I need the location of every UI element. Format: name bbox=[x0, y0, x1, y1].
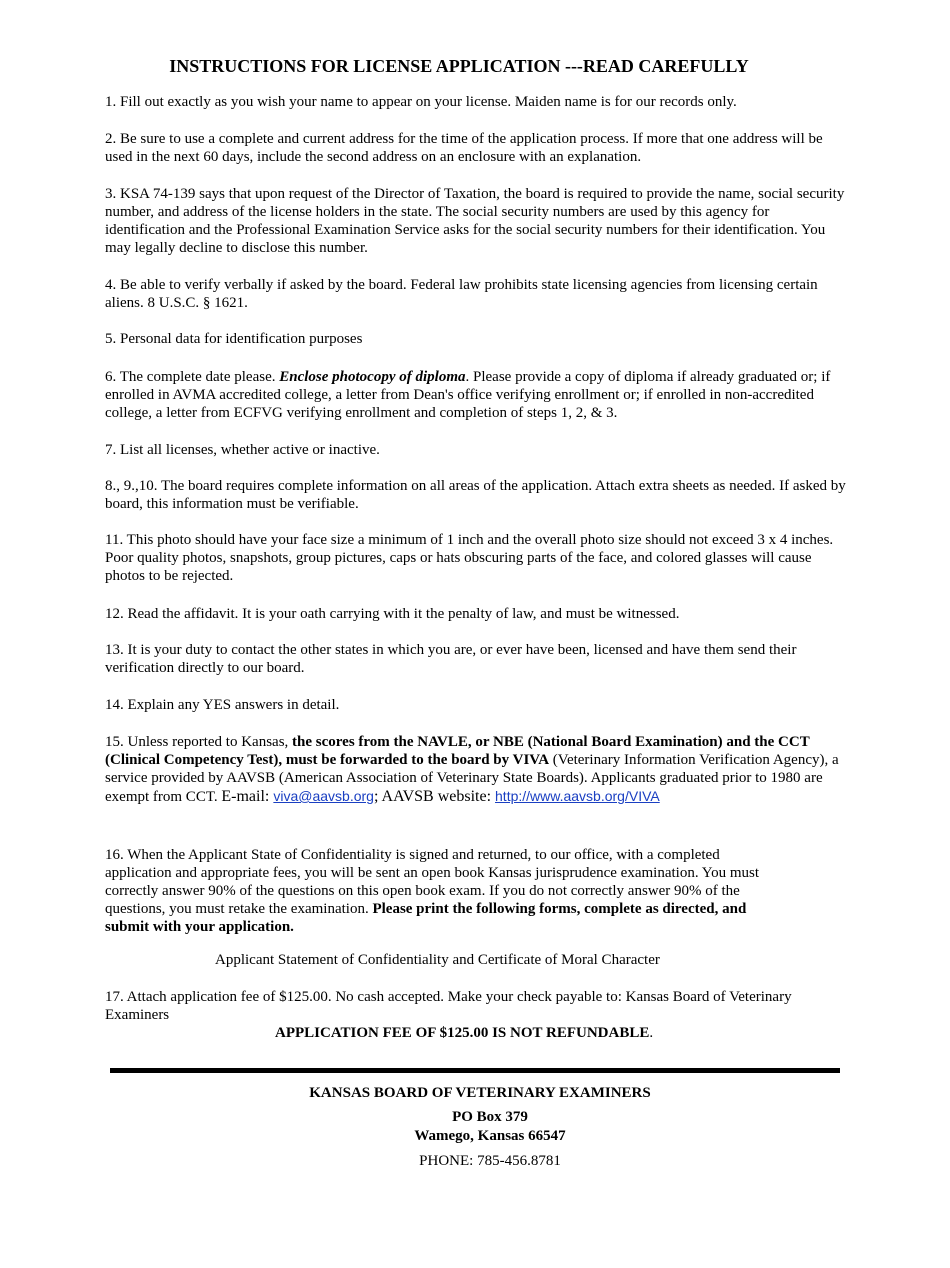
page-title: INSTRUCTIONS FOR LICENSE APPLICATION ---READ CAREFULLY bbox=[169, 56, 749, 76]
instruction-15 bbox=[105, 733, 850, 806]
instruction-6 bbox=[105, 368, 850, 422]
instruction-16-body: 16. When the Applicant State of Confidentiality is signed and returned, to our office, with a completed application and appropriate fees, you will be sent an open book Kansas jurisprudence examination. You must correctly answer 90% of the questions on this open book exam. If you do not correctly answer 90% of the questions, you must retake the examination. bbox=[105, 847, 760, 917]
instruction-8-10: 8., 9.,10. The board requires complete information on all areas of the application. Attach extra sheets as needed. If asked by board, this information must be verifiable. bbox=[105, 478, 846, 512]
footer-phone: PHONE: 785-456.8781 bbox=[419, 1153, 561, 1169]
footer-city: Wamego, Kansas 66547 bbox=[414, 1128, 566, 1144]
instruction-14: 14. Explain any YES answers in detail. bbox=[105, 697, 340, 713]
instruction-2: 2. Be sure to use a complete and current address for the time of the application process. If more that one address will be used in the next 60 days, include the second address on an enclosure with an explanation. bbox=[105, 131, 823, 165]
footer-po-box: PO Box 379 bbox=[452, 1109, 528, 1125]
fee-notice bbox=[275, 1024, 775, 1042]
instruction-15-lead: 15. Unless reported to Kansas, bbox=[105, 734, 293, 750]
instruction-16-emphasis: Please print the following forms, complete as directed, and submit with your application. bbox=[105, 901, 747, 935]
instruction-6-rest: . Please provide a copy of diploma if already graduated or; if enrolled in AVMA accredited college, a letter from Dean's office verifying enrollment or; if enrolled in non-accredited college, a letter from ECFVG verifying enrollment and completion of steps 1, 2, & 3. bbox=[105, 369, 831, 421]
instruction-15-emphasis: the scores from the NAVLE, or NBE (National Board Examination) and the CCT (Clinical Competency Test), must be forwarded to the board by VIVA bbox=[105, 734, 810, 768]
instruction-12: 12. Read the affidavit. It is your oath carrying with it the penalty of law, and must be witnessed. bbox=[105, 606, 680, 622]
forms-line: Applicant Statement of Confidentiality and Certificate of Moral Character bbox=[215, 952, 660, 968]
email-label: E-mail: bbox=[221, 788, 274, 805]
instruction-4: 4. Be able to verify verbally if asked by the board. Federal law prohibits state licensing agencies from licensing certain aliens. 8 U.S.C. § 1621. bbox=[105, 277, 818, 311]
website-link[interactable]: http://www.aavsb.org/VIVA bbox=[495, 788, 660, 804]
instruction-13: 13. It is your duty to contact the other states in which you are, or ever have been, licensed and have them send their verification directly to our board. bbox=[105, 642, 797, 676]
instruction-7: 7. List all licenses, whether active or inactive. bbox=[105, 442, 380, 458]
fee-notice-text: APPLICATION FEE OF $125.00 IS NOT REFUNDABLE bbox=[275, 1025, 650, 1041]
instruction-1: 1. Fill out exactly as you wish your name to appear on your license. Maiden name is for our records only. bbox=[105, 94, 737, 110]
fee-notice-period: . bbox=[649, 1025, 654, 1041]
instruction-15-rest: (Veterinary Information Verification Agency), a service provided by AAVSB (American Association of Veterinary State Boards). Applicants graduated prior to 1980 are exempt from CCT. bbox=[105, 752, 839, 805]
instruction-3: 3. KSA 74-139 says that upon request of the Director of Taxation, the board is required to provide the name, social security number, and address of the license holders in the state. The social security numbers are used by this agency for identification and the Professional Examination Service asks for the social security numbers for their identification. You may legally decline to disclose this number. bbox=[105, 186, 845, 256]
footer-org: KANSAS BOARD OF VETERINARY EXAMINERS bbox=[309, 1085, 651, 1101]
instruction-6-lead: 6. The complete date please. bbox=[105, 369, 280, 385]
instruction-5: 5. Personal data for identification purposes bbox=[105, 331, 363, 347]
website-label: ; AAVSB website: bbox=[373, 788, 496, 805]
instruction-6-emphasis: Enclose photocopy of diploma bbox=[279, 369, 466, 385]
instruction-17: 17. Attach application fee of $125.00. No cash accepted. Make your check payable to: Kansas Board of Veterinary Examiners bbox=[105, 989, 792, 1023]
instruction-11: 11. This photo should have your face size a minimum of 1 inch and the overall photo size should not exceed 3 x 4 inches. Poor quality photos, snapshots, group pictures, caps or hats obscuring parts of the face, and colored glasses will cause photos to be rejected. bbox=[105, 532, 834, 584]
email-link[interactable]: viva@aavsb.org bbox=[273, 788, 374, 804]
instruction-16 bbox=[105, 846, 785, 936]
footer-divider bbox=[110, 1068, 840, 1073]
